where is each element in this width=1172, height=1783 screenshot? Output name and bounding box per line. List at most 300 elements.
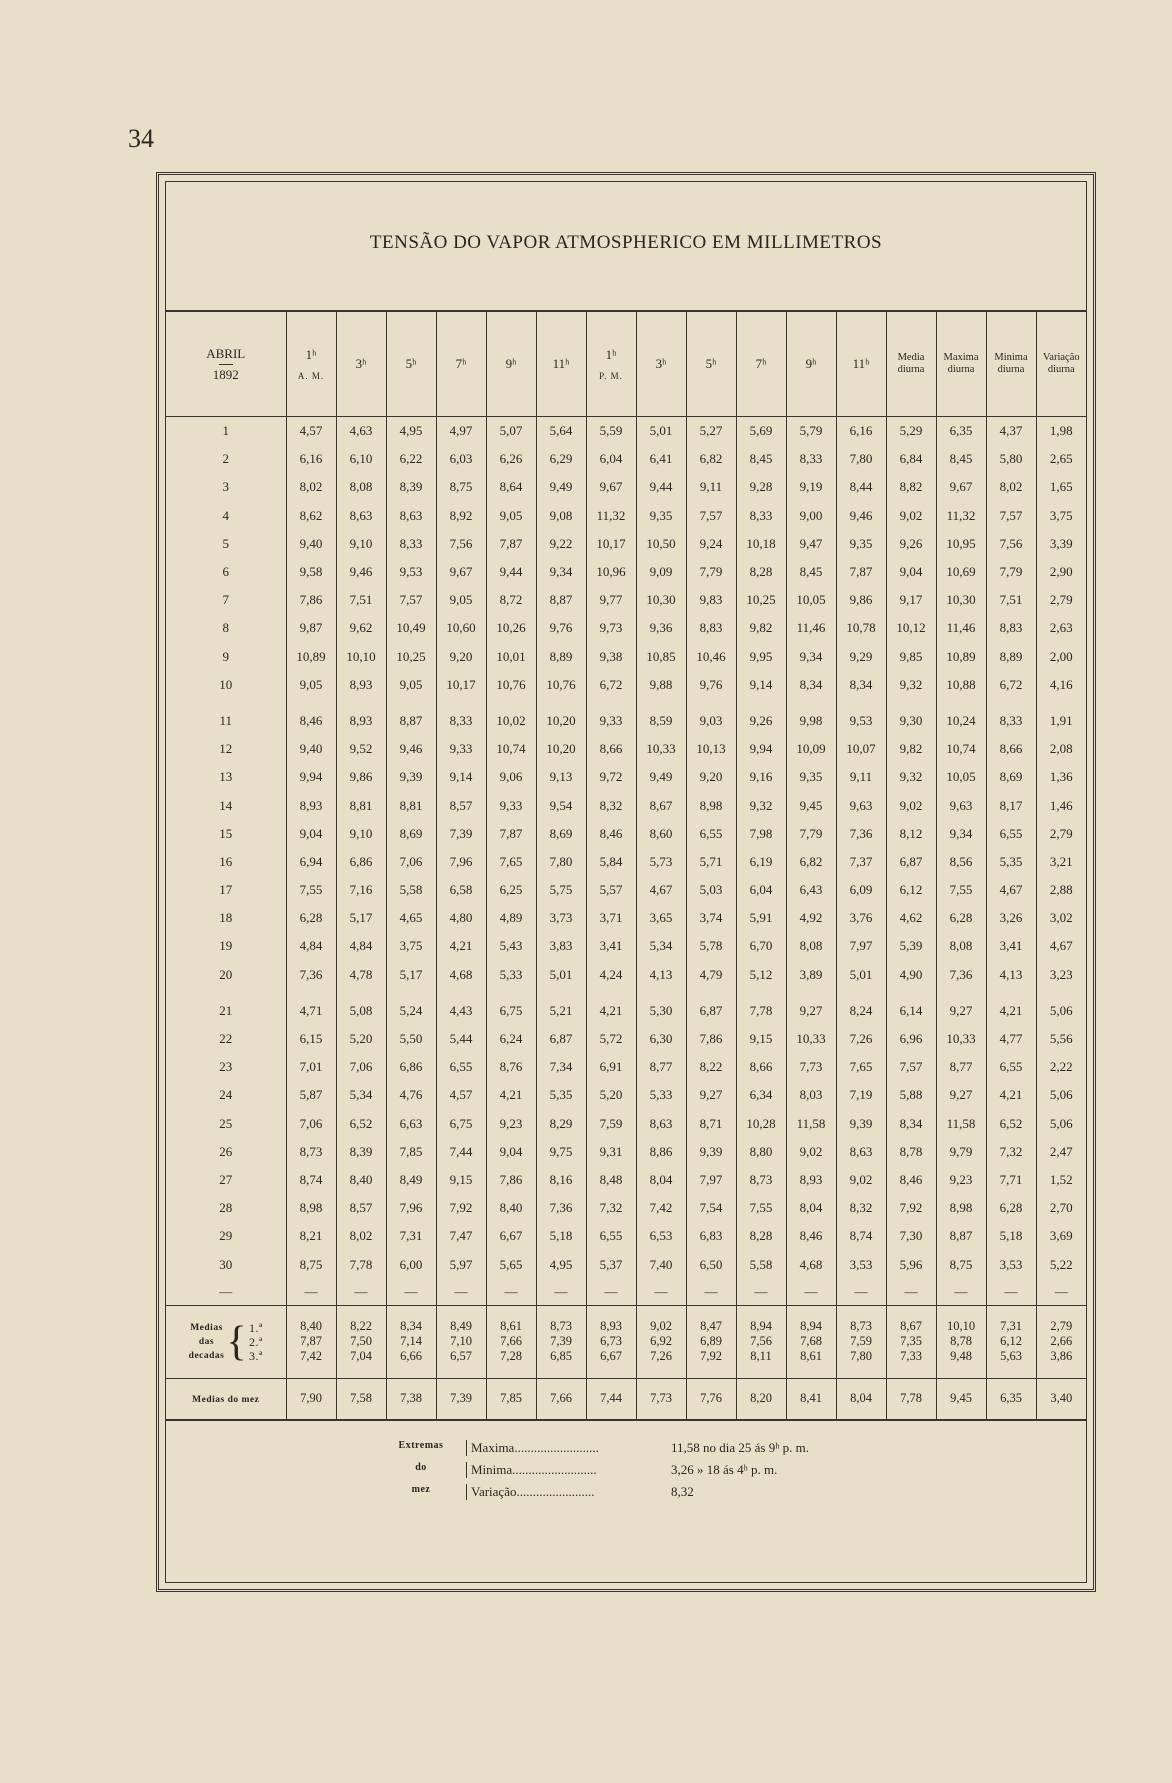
value-cell: 8,60 [636, 820, 686, 848]
day-cell: 5 [222, 535, 229, 551]
value-cell: 3,21 [1036, 848, 1086, 876]
value-cell: 3,73 [536, 904, 586, 932]
gap-cell [836, 699, 886, 707]
value-cell: 8,69 [536, 820, 586, 848]
value-cell: 4,95 [386, 417, 436, 446]
value-cell: 5,50 [386, 1025, 436, 1053]
value-cell: 7,57 [886, 1053, 936, 1081]
value-cell: 9,27 [686, 1081, 736, 1109]
value-cell: 9,15 [436, 1166, 486, 1194]
value-cell: 3,71 [586, 904, 636, 932]
value-cell: 2,65 [1036, 445, 1086, 473]
value-cell: 7,06 [286, 1110, 336, 1138]
value-cell: 8,98 [686, 791, 736, 819]
value-cell: 5,72 [586, 1025, 636, 1053]
value-cell: 8,17 [986, 791, 1036, 819]
value-cell: 4,67 [986, 876, 1036, 904]
value-cell: 9,76 [536, 614, 586, 642]
dash-cell: — [436, 1279, 486, 1306]
dash-cell: — [786, 1279, 836, 1306]
value-cell: 8,66 [736, 1053, 786, 1081]
value-cell: 8,45 [786, 558, 836, 586]
value-cell: 3,75 [386, 932, 436, 960]
value-cell: 7,42 [636, 1194, 686, 1222]
value-cell: 9,04 [286, 820, 336, 848]
value-cell: 5,08 [336, 997, 386, 1025]
value-cell: 7,86 [686, 1025, 736, 1053]
value-cell: 6,63 [386, 1110, 436, 1138]
value-cell: 6,41 [636, 445, 686, 473]
dash-cell: — [886, 1279, 936, 1306]
value-cell: 4,21 [586, 997, 636, 1025]
value-cell: 8,78 [886, 1138, 936, 1166]
value-cell: 6,82 [786, 848, 836, 876]
gap-cell [286, 989, 336, 997]
value-cell: 3,53 [986, 1250, 1036, 1278]
value-cell: 7,65 [836, 1053, 886, 1081]
value-cell: 10,12 [886, 614, 936, 642]
col-label: 5ʰ [405, 356, 417, 371]
value-cell: 6,55 [436, 1053, 486, 1081]
value-cell: 4,16 [1036, 671, 1086, 699]
decade-means-cell [836, 1305, 886, 1378]
decade-means-word: das [198, 1336, 215, 1347]
value-cell: 11,32 [936, 502, 986, 530]
value-cell: 4,90 [886, 961, 936, 989]
month-mean-value: 9,45 [936, 1378, 986, 1420]
value-cell: 4,78 [336, 961, 386, 989]
decade-mean-value: 5,63 [1000, 1349, 1022, 1364]
value-cell: 9,94 [286, 763, 336, 791]
decade-mean-value: 3,86 [1050, 1349, 1073, 1364]
col-header [436, 312, 486, 417]
decade-mean-value: 8,67 [900, 1319, 922, 1334]
value-cell: 6,83 [686, 1222, 736, 1250]
value-cell: 10,18 [736, 530, 786, 558]
day-row [166, 791, 1086, 819]
value-cell: 9,04 [486, 1138, 536, 1166]
value-cell: 7,87 [486, 530, 536, 558]
month-means-row [166, 1378, 1086, 1420]
col-header [336, 312, 386, 417]
month-label: ABRIL [206, 345, 246, 361]
value-cell: 9,52 [336, 735, 386, 763]
day-row [166, 530, 1086, 558]
value-cell: 9,77 [586, 586, 636, 614]
value-cell: 6,30 [636, 1025, 686, 1053]
decade-mean-value: 8,61 [500, 1319, 522, 1334]
value-cell: 10,69 [936, 558, 986, 586]
value-cell: 8,89 [986, 643, 1036, 671]
value-cell: 6,84 [886, 445, 936, 473]
value-cell: 5,18 [986, 1222, 1036, 1250]
value-cell: 8,16 [536, 1166, 586, 1194]
gap-cell [386, 699, 436, 707]
day-cell: 17 [219, 882, 233, 898]
value-cell: 8,03 [786, 1081, 836, 1109]
value-cell: 10,33 [636, 735, 686, 763]
value-cell: 8,72 [486, 586, 536, 614]
value-cell: 7,36 [536, 1194, 586, 1222]
value-cell: 3,02 [1036, 904, 1086, 932]
value-cell: 5,27 [686, 417, 736, 446]
value-cell: 2,79 [1036, 820, 1086, 848]
day-row [166, 445, 1086, 473]
value-cell: 6,03 [436, 445, 486, 473]
value-cell: 6,43 [786, 876, 836, 904]
value-cell: 9,30 [886, 707, 936, 735]
day-row [166, 1166, 1086, 1194]
col-header: Minima diurna [986, 312, 1036, 417]
value-cell: 6,26 [486, 445, 536, 473]
decade-means-cell [436, 1305, 486, 1378]
day-cell: 1 [222, 423, 229, 439]
extreme-value: 8,32 [671, 1484, 694, 1499]
value-cell: 5,01 [636, 417, 686, 446]
dash-cell: — [936, 1279, 986, 1306]
decade-means-cell [336, 1305, 386, 1378]
value-cell: 7,87 [486, 820, 536, 848]
value-cell: 5,56 [1036, 1025, 1086, 1053]
value-cell: 9,53 [836, 707, 886, 735]
day-cell: 7 [222, 592, 229, 608]
value-cell: 4,57 [436, 1081, 486, 1109]
dash-cell: — [219, 1283, 233, 1299]
value-cell: 9,04 [886, 558, 936, 586]
gap-cell [936, 989, 986, 997]
value-cell: 6,87 [886, 848, 936, 876]
value-cell: 6,35 [936, 417, 986, 446]
value-cell: 5,07 [486, 417, 536, 446]
value-cell: 8,32 [586, 791, 636, 819]
extreme-name: Variação........................ [466, 1484, 661, 1500]
value-cell: 6,52 [336, 1110, 386, 1138]
decade-means-cell [1036, 1305, 1086, 1378]
month-mean-value: 8,41 [786, 1378, 836, 1420]
value-cell: 8,74 [286, 1166, 336, 1194]
value-cell: 9,83 [686, 586, 736, 614]
value-cell: 7,30 [886, 1222, 936, 1250]
gap-cell [536, 989, 586, 997]
value-cell: 4,24 [586, 961, 636, 989]
value-cell: 11,46 [936, 614, 986, 642]
page-number: 34 [128, 124, 154, 153]
value-cell: 7,57 [986, 502, 1036, 530]
value-cell: 6,70 [736, 932, 786, 960]
gap-cell [486, 989, 536, 997]
value-cell: 5,71 [686, 848, 736, 876]
value-cell: 9,54 [536, 791, 586, 819]
value-cell: 6,91 [586, 1053, 636, 1081]
value-cell: 9,40 [286, 735, 336, 763]
value-cell: 9,35 [636, 502, 686, 530]
value-cell: 10,85 [636, 643, 686, 671]
value-cell: 3,23 [1036, 961, 1086, 989]
value-cell: 3,83 [536, 932, 586, 960]
value-cell: 8,45 [936, 445, 986, 473]
value-cell: 9,46 [386, 735, 436, 763]
day-row [166, 1250, 1086, 1278]
value-cell: 10,02 [486, 707, 536, 735]
value-cell: 10,30 [636, 586, 686, 614]
month-mean-value: 8,20 [736, 1378, 786, 1420]
value-cell: 8,49 [386, 1166, 436, 1194]
day-cell: 24 [219, 1087, 233, 1103]
gap-cell [636, 699, 686, 707]
value-cell: 10,76 [486, 671, 536, 699]
value-cell: 8,48 [586, 1166, 636, 1194]
value-cell: 7,51 [336, 586, 386, 614]
value-cell: 5,59 [586, 417, 636, 446]
value-cell: 8,98 [286, 1194, 336, 1222]
value-cell: 9,16 [736, 763, 786, 791]
value-cell: 9,39 [686, 1138, 736, 1166]
month-mean-value: 7,44 [586, 1378, 636, 1420]
value-cell: 4,37 [986, 417, 1036, 446]
value-cell: 6,34 [736, 1081, 786, 1109]
value-cell: 9,22 [536, 530, 586, 558]
month-mean-value: 7,76 [686, 1378, 736, 1420]
value-cell: 2,08 [1036, 735, 1086, 763]
decade-mean-value: 7,26 [650, 1349, 672, 1364]
value-cell: 6,00 [386, 1250, 436, 1278]
value-cell: 8,81 [336, 791, 386, 819]
value-cell: 4,21 [436, 932, 486, 960]
value-cell: 6,10 [336, 445, 386, 473]
gap-cell [586, 989, 636, 997]
value-cell: 5,17 [336, 904, 386, 932]
value-cell: 9,79 [936, 1138, 986, 1166]
value-cell: 8,46 [786, 1222, 836, 1250]
value-cell: 7,86 [286, 586, 336, 614]
value-cell: 7,80 [536, 848, 586, 876]
value-cell: 8,73 [286, 1138, 336, 1166]
value-cell: 5,01 [836, 961, 886, 989]
value-cell: 3,76 [836, 904, 886, 932]
value-cell: 7,34 [536, 1053, 586, 1081]
value-cell: 9,53 [386, 558, 436, 586]
value-cell: 6,55 [986, 1053, 1036, 1081]
value-cell: 9,40 [286, 530, 336, 558]
value-cell: 10,96 [586, 558, 636, 586]
value-cell: 5,73 [636, 848, 686, 876]
value-cell: 8,77 [936, 1053, 986, 1081]
table-title: TENSÃO DO VAPOR ATMOSPHERICO EM MILLIMETROS [369, 232, 883, 253]
value-cell: 9,34 [536, 558, 586, 586]
value-cell: 5,24 [386, 997, 436, 1025]
value-cell: 5,84 [586, 848, 636, 876]
value-cell: 5,35 [536, 1081, 586, 1109]
gap-cell [836, 989, 886, 997]
day-cell: 16 [219, 853, 233, 869]
value-cell: 8,33 [436, 707, 486, 735]
dash-cell: — [386, 1279, 436, 1306]
value-cell: 7,06 [336, 1053, 386, 1081]
decade-mean-value: 7,59 [850, 1334, 872, 1349]
value-cell: 9,33 [436, 735, 486, 763]
value-cell: 6,16 [836, 417, 886, 446]
value-cell: 5,20 [586, 1081, 636, 1109]
value-cell: 4,92 [786, 904, 836, 932]
value-cell: 6,15 [286, 1025, 336, 1053]
value-cell: 6,50 [686, 1250, 736, 1278]
value-cell: 9,72 [586, 763, 636, 791]
gap-cell [436, 699, 486, 707]
day-row [166, 763, 1086, 791]
value-cell: 8,63 [836, 1138, 886, 1166]
value-cell: 6,55 [986, 820, 1036, 848]
gap-cell [166, 699, 286, 707]
value-cell: 8,64 [486, 473, 536, 501]
value-cell: 7,56 [986, 530, 1036, 558]
gap-cell [486, 699, 536, 707]
day-row [166, 997, 1086, 1025]
value-cell: 7,79 [986, 558, 1036, 586]
value-cell: 4,62 [886, 904, 936, 932]
day-cell: 11 [219, 712, 233, 728]
month-mean-value: 6,35 [986, 1378, 1036, 1420]
value-cell: 6,96 [886, 1025, 936, 1053]
value-cell: 9,09 [636, 558, 686, 586]
decade-mean-value: 7,87 [300, 1334, 322, 1349]
value-cell: 8,33 [986, 707, 1036, 735]
value-cell: 8,46 [886, 1166, 936, 1194]
day-row [166, 417, 1086, 446]
day-row [166, 586, 1086, 614]
day-row [166, 1081, 1086, 1109]
value-cell: 8,83 [986, 614, 1036, 642]
value-cell: 9,27 [936, 1081, 986, 1109]
value-cell: 9,06 [486, 763, 536, 791]
value-cell: 10,49 [386, 614, 436, 642]
value-cell: 8,08 [786, 932, 836, 960]
value-cell: 5,44 [436, 1025, 486, 1053]
decade-means-cell [736, 1305, 786, 1378]
value-cell: 7,57 [686, 502, 736, 530]
day-cell: 12 [219, 741, 233, 757]
value-cell: 1,91 [1036, 707, 1086, 735]
value-cell: 2,88 [1036, 876, 1086, 904]
gap-cell [336, 989, 386, 997]
value-cell: 8,75 [936, 1250, 986, 1278]
value-cell: 1,36 [1036, 763, 1086, 791]
dash-row [166, 1279, 1086, 1306]
value-cell: 7,32 [986, 1138, 1036, 1166]
decade-mean-value: 7,10 [450, 1334, 472, 1349]
value-cell: 8,45 [736, 445, 786, 473]
value-cell: 11,46 [786, 614, 836, 642]
value-cell: 10,25 [386, 643, 436, 671]
value-cell: 2,90 [1036, 558, 1086, 586]
decade-mean-value: 8,73 [550, 1319, 572, 1334]
month-mean-value: 3,40 [1036, 1378, 1086, 1420]
day-cell: 10 [219, 676, 233, 692]
value-cell: 7,01 [286, 1053, 336, 1081]
day-row [166, 614, 1086, 642]
decade-means-cell [536, 1305, 586, 1378]
value-cell: 7,40 [636, 1250, 686, 1278]
value-cell: 4,13 [636, 961, 686, 989]
value-cell: 10,74 [486, 735, 536, 763]
gap-cell [636, 989, 686, 997]
extremes-label: Extremas [398, 1440, 444, 1451]
value-cell: 3,89 [786, 961, 836, 989]
value-cell: 8,93 [336, 671, 386, 699]
value-cell: 4,21 [986, 1081, 1036, 1109]
value-cell: 10,05 [786, 586, 836, 614]
value-cell: 10,95 [936, 530, 986, 558]
day-cell: 8 [222, 620, 229, 636]
decade-means-cell [936, 1305, 986, 1378]
decade-mean-value: 8,47 [700, 1319, 722, 1334]
value-cell: 5,78 [686, 932, 736, 960]
value-cell: 5,20 [336, 1025, 386, 1053]
day-row [166, 961, 1086, 989]
value-cell: 9,10 [336, 820, 386, 848]
value-cell: 7,55 [286, 876, 336, 904]
decade-mean-value: 8,94 [750, 1319, 772, 1334]
value-cell: 6,24 [486, 1025, 536, 1053]
value-cell: 9,17 [886, 586, 936, 614]
value-cell: 7,73 [786, 1053, 836, 1081]
value-cell: 6,72 [586, 671, 636, 699]
day-cell: 20 [219, 966, 233, 982]
value-cell: 8,93 [286, 791, 336, 819]
day-row [166, 707, 1086, 735]
value-cell: 6,86 [386, 1053, 436, 1081]
value-cell: 8,39 [386, 473, 436, 501]
day-cell: 29 [219, 1228, 233, 1244]
day-row [166, 1110, 1086, 1138]
value-cell: 9,20 [436, 643, 486, 671]
value-cell: 9,08 [536, 502, 586, 530]
table-body [166, 417, 1086, 1420]
value-cell: 5,06 [1036, 997, 1086, 1025]
value-cell: 9,02 [886, 502, 936, 530]
gap-cell [786, 989, 836, 997]
value-cell: 5,88 [886, 1081, 936, 1109]
month-mean-value: 7,38 [386, 1378, 436, 1420]
col-label: 1ʰ [305, 347, 317, 362]
value-cell: 7,78 [336, 1250, 386, 1278]
gap-cell [686, 989, 736, 997]
value-cell: 10,10 [336, 643, 386, 671]
value-cell: 10,78 [836, 614, 886, 642]
col-label: 9ʰ [505, 356, 517, 371]
value-cell: 5,69 [736, 417, 786, 446]
value-cell: 5,43 [486, 932, 536, 960]
value-cell: 9,45 [786, 791, 836, 819]
value-cell: 6,04 [586, 445, 636, 473]
value-cell: 4,84 [336, 932, 386, 960]
value-cell: 8,40 [336, 1166, 386, 1194]
decade-ordinal: 3.ª [249, 1348, 263, 1363]
decade-mean-value: 7,35 [900, 1334, 922, 1349]
value-cell: 8,29 [536, 1110, 586, 1138]
value-cell: 9,26 [886, 530, 936, 558]
value-cell: 9,23 [486, 1110, 536, 1138]
value-cell: 11,58 [936, 1110, 986, 1138]
value-cell: 6,53 [636, 1222, 686, 1250]
decade-means-cell [486, 1305, 536, 1378]
value-cell: 6,29 [536, 445, 586, 473]
value-cell: 9,32 [736, 791, 786, 819]
gap-cell [886, 699, 936, 707]
value-cell: 8,77 [636, 1053, 686, 1081]
value-cell: 4,79 [686, 961, 736, 989]
value-cell: 8,76 [486, 1053, 536, 1081]
decade-mean-value: 7,80 [850, 1349, 872, 1364]
